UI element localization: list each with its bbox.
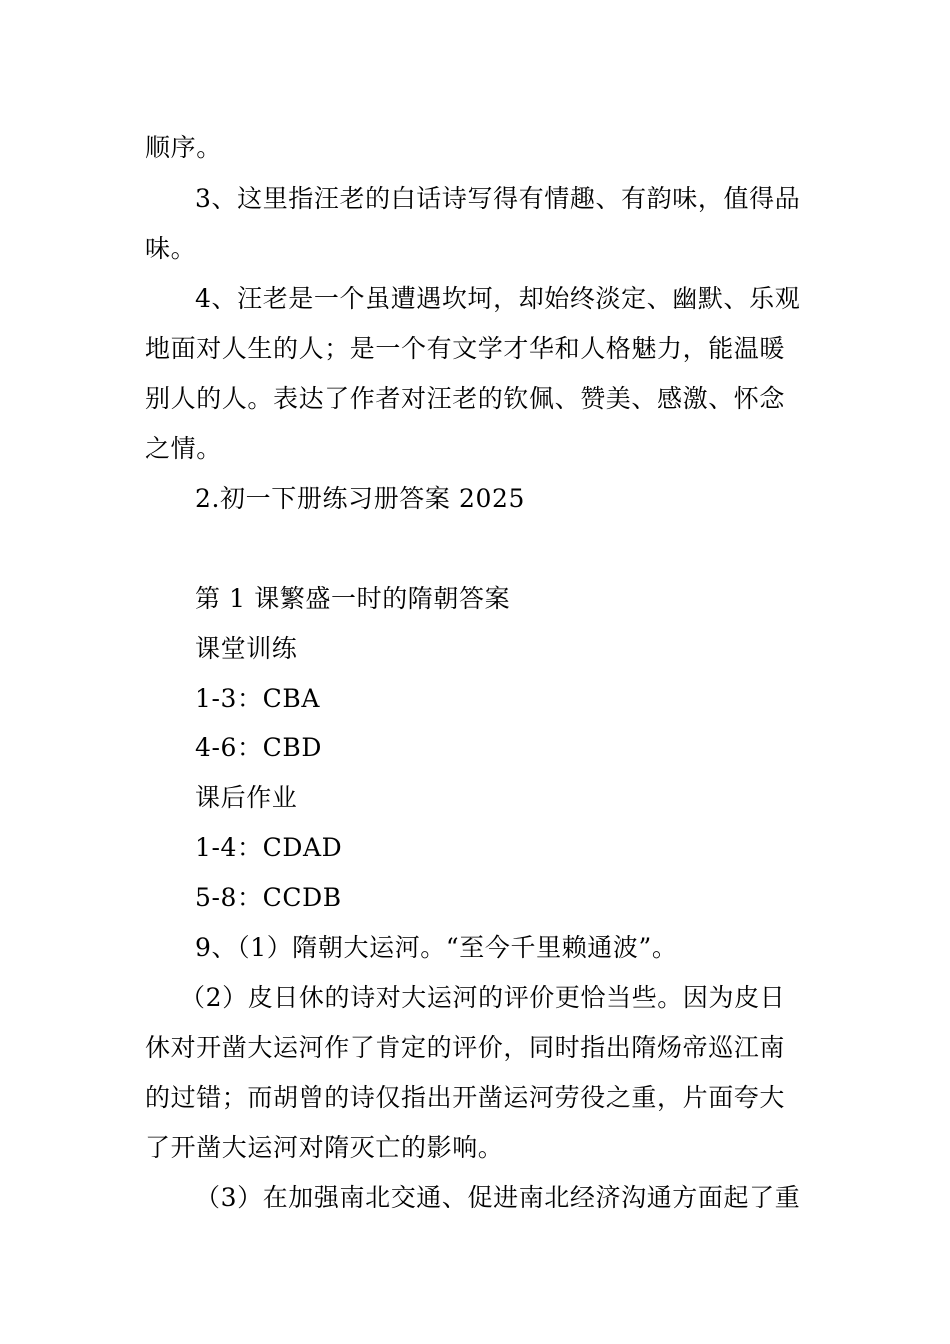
answer-line: 1-4：CDAD (195, 833, 343, 862)
text-line: 顺序。 (145, 133, 222, 162)
text-line: 了开凿大运河对隋灭亡的影响。 (145, 1133, 504, 1162)
text-line: 地面对人生的人；是一个有文学才华和人格魅力，能温暖 (145, 334, 786, 363)
text-line: 之情。 (145, 434, 222, 463)
text-line: 别人的人。表达了作者对汪老的钦佩、赞美、感激、怀念 (145, 384, 786, 413)
text-line: 3、这里指汪老的白话诗写得有情趣、有韵味，值得品 (195, 184, 801, 213)
section-heading: 2.初一下册练习册答案 2025 (195, 484, 526, 513)
text-line: 4、汪老是一个虽遭遇坎坷，却始终淡定、幽默、乐观 (195, 284, 801, 313)
text-line: 9、（1）隋朝大运河。“至今千里赖通波”。 (195, 933, 678, 962)
answer-line: 1-3：CBA (195, 684, 321, 713)
text-line: （3）在加强南北交通、促进南北经济沟通方面起了重 (195, 1183, 801, 1212)
answer-line: 5-8：CCDB (195, 883, 342, 912)
text-line: 味。 (145, 234, 197, 263)
text-line: （2）皮日休的诗对大运河的评价更恰当些。因为皮日 (180, 983, 786, 1012)
subsection-heading: 课堂训练 (195, 634, 298, 663)
text-line: 休对开凿大运河作了肯定的评价，同时指出隋炀帝巡江南 (145, 1033, 786, 1062)
lesson-title: 第 1 课繁盛一时的隋朝答案 (195, 584, 511, 613)
text-line: 的过错；而胡曾的诗仅指出开凿运河劳役之重，片面夸大 (145, 1083, 786, 1112)
answer-line: 4-6：CBD (195, 733, 323, 762)
subsection-heading: 课后作业 (195, 783, 298, 812)
